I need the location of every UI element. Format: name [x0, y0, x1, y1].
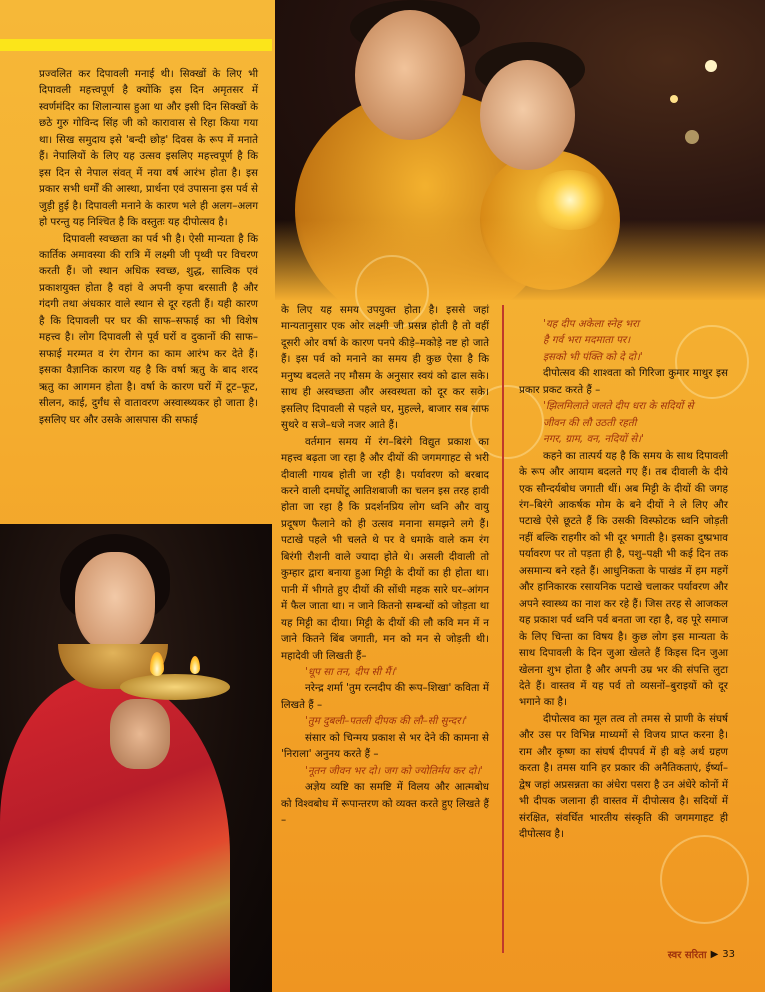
paragraph: वर्तमान समय में रंग–बिरंगे विद्युत प्रकाश का महत्त्व बढ़ता जा रहा है और दीयों की जगमगाहट से भरी दीवाली गायब होती जा रही है। पर्यावरण को बरबाद करने वाली दमघोंटू आतिशबाजी का चलन इस तरह हावी होता जा रहा है कि प्रदर्शनप्रिय लोग ध्वनि और वायु प्रदूषण फैलाने को ही उत्सव मनाना समझने लगे हैं। पटाखे पहले भी चलते थे पर वे धमाके वाले कम रंग बिरंगी रौशनी वाले ज्यादा होते थे। असली दीवाली तो कुम्हार द्वारा बनाया हुआ मिट्टी के दीयों का ही होता था। पानी में भीगते हुए दीयों की सोंधी महक सारे घर–आंगन में फैल जाता था। न जाने कितनो सम्बन्धों को जोड़ता था यह मिट्टी का दीया। मिट्टी के दीयों की लौ कवि मन में न जाने कितने बिंब जगाती, मन को मन से जोड़ती थी। महादेवी जी लिखती हैं– — [281, 435, 489, 662]
paragraph: दीपोत्सव का मूल तत्व तो तमस से प्राणी के संघर्ष और उस पर विभिन्न माध्यमों से विजय प्राप्त करना है। राम और कृष्ण का संघर्ष दीपपर्व में ही बड़े अर्थ ग्रहण करता है। तमस यानि हर प्रकार की अनैतिकताएं, ईर्ष्या–द्वेष जहां अप्रसन्नता का अंधेरा पसरा है उन अंधेरे कोनों में भी दीपक जलाना ही वास्तव में दीपोत्सव है। सदियों में संरक्षित, संवर्धित भारतीय संस्कृति की जगमगाहट ही दीपोत्सव है। — [519, 712, 728, 841]
quote-line: 'झिलमिलाते जलते दीप धरा के सदियों से — [543, 400, 694, 413]
page-footer — [668, 947, 735, 961]
paragraph: के लिए यह समय उपयुक्त होता है। इससे जहां मान्यतानुसार एक ओर लक्ष्मी जी प्रसन्न होती है तो वहीं दूसरी ओर वर्षा के कारण पनपे कीड़े–मकोड़े नष्ट हो जाते हैं। इस पर्व को मनाने का समय ही कुछ ऐसा है कि मनुष्य बदलते नए मौसम के अनुसार स्वयं को ढाल सके। साथ ही अस्वच्छता और अस्वस्थता को दूर कर सके। इसलिए दिपावली से पहले घर, मुहल्ले, बाजार सब साफ सुथरे व सजे–धजे नजर आते हैं। — [281, 304, 489, 432]
magazine-name: स्वर सरिता — [667, 950, 707, 961]
paragraph: नरेन्द्र शर्मा 'तुम रत्नदीप की रूप–शिखा' कविता में लिखते हैं – — [281, 682, 489, 711]
quote-line: 'धूप सा तन, दीप सी मैं।' — [305, 665, 398, 678]
paragraph: संसार को चिन्मय प्रकाश से भर देने की कामना से 'निराला' अनुनय करते हैं – — [281, 731, 489, 761]
quote-line: 'नूतन जीवन भर दो। जग को ज्योतिर्मय कर दो।' — [305, 764, 483, 777]
article-column-2 — [281, 302, 489, 829]
photo-woman-with-aarti-thali — [0, 524, 272, 992]
quote-line: इसको भी पंक्ति को दे दो।' — [543, 350, 643, 363]
paragraph: प्रज्वलित कर दिपावली मनाई थी। सिक्खों के लिए भी दिपावली महत्त्वपूर्ण है क्योंकि इस दिन अमृतसर में स्वर्णमंदिर का शिलान्यास हुआ था और इसी दिन सिक्खों के छठे गुरु गोविन्द सिंह जी को कारावास से रिहा किया गया था। सिख समुदाय इसे 'बन्दी छोड़' दिवस के रूप में मनाते हैं। नेपालियों के लिए यह उत्सव इसलिए महत्त्वपूर्ण है कि इस दिन से नेपाल संवत् में नया वर्ष आरंभ होता है। इस प्रकार सभी धर्मों की आस्था, प्रार्थना एवं उपासना इस पर्व से जुड़ी हुई है। दिपावली मनाने के कारण भले ही अलग–अलग हो परन्तु यह निश्चित है कि वस्तुतः यह दीपोत्सव है। — [39, 68, 258, 229]
decorative-diya-circle — [660, 835, 749, 924]
paragraph: कहने का तात्पर्य यह है कि समय के साथ दिपावली के रूप और आयाम बदलते गए हैं। तब दीवाली के दीये एक सौन्दर्यबोध जगाती थीं। अब मिट्टी के दीयों की जगह रंग–बिरंगे आकर्षक मोम के बने दीयों ने ले लिए और पटाखे ऐसे छूटते हैं कि उसकी विस्फोटक ध्वनि जोड़ती नहीं बल्कि राहगीर को भी दूर भगाती है। इसका दुष्प्रभाव पर्यावरण पर तो पड़ता ही है, पशु–पक्षी भी कई दिन तक असमान्य बने रहते हैं। आधुनिकता के पाखंड में हम महगें और हानिकारक रसायनिक पटाखे चलाकर पर्यावरण और अपने स्वास्थ्य का नाश कर रहे हैं। जिस तरह से आजकल यह प्रकाश पर्व ध्वनि पर्व बनता जा रहा है, वह पूरे समाज के लिए चिन्ता का विषय है। कुछ लोग इस मान्यता के साथ दिपावली के दिन जुआ खेलते हैं किइस दिन जुआ खेलना शुभ होता है और अपनी उम्र भर की संपत्ति लुटा देते हैं। वास्तव में यह पर्व तो व्यसनों–बुराइयों को दूर भगाने का है। — [519, 449, 728, 709]
article-column-1 — [39, 66, 258, 428]
paragraph: दीपोत्सव की शाश्वता को गिरिजा कुमार माथुर इस प्रकार प्रकट करते हैं – — [519, 367, 728, 396]
quote-line: है गर्व भरा मदमाता पर। — [543, 334, 631, 347]
quote-line: 'तुम दुबली–पतली दीपक की लौ–सी सुन्दर।' — [305, 715, 468, 728]
paragraph: दिपावली स्वच्छता का पर्व भी है। ऐसी मान्यता है कि कार्तिक अमावस्या की रात्रि में लक्ष्मी जी पृथ्वी पर विचरण करती हैं। जो स्थान अधिक स्वच्छ, शुद्ध, सात्विक एवं प्रकाशयुक्त होता है वहां वे अपनी कृपा बरसाती है और गंदगी तथा अंधकार वाले स्थान से दूर रहती हैं। यही कारण है कि दिपावली पर घर की साफ–सफाई का भी विशेष महत्त्व है। लोग दिपावली से पूर्व घरों व दुकानों की साफ–सफाई मरम्मत व रंग रोगन का काम आरंभ कर देते हैं। इसका वैज्ञानिक कारण यह है कि वर्षा ऋतु के बाद शरद ऋतु का आगमन होता है। वर्षा के कारण घरों में टूट–फूट, सीलन, काई, दुर्गंध से वातावरण अस्वास्थ्यकर हो जाता है। इसलिए घर और उसके आसपास की सफाई — [39, 232, 258, 426]
paragraph: अज्ञेय व्यष्टि का समष्टि में विलय और आत्मबोध को विश्वबोध में रूपान्तरण को व्यक्त करते हुए लिखते हैं – — [281, 781, 489, 827]
page-number: 33 — [722, 948, 735, 960]
quote-line: जीवन की लौ उठती रहती — [543, 416, 637, 429]
article-column-3 — [519, 316, 728, 843]
quote-line: नगर, ग्राम, वन, नदियों से।' — [543, 433, 644, 446]
quote-line: 'यह दीप अकेला स्नेह भरा — [543, 318, 640, 330]
column-divider — [502, 305, 504, 953]
photo-father-son-with-sparkler — [275, 0, 765, 300]
top-accent-bar — [0, 39, 272, 51]
arrow-icon: ▶ — [710, 948, 719, 960]
